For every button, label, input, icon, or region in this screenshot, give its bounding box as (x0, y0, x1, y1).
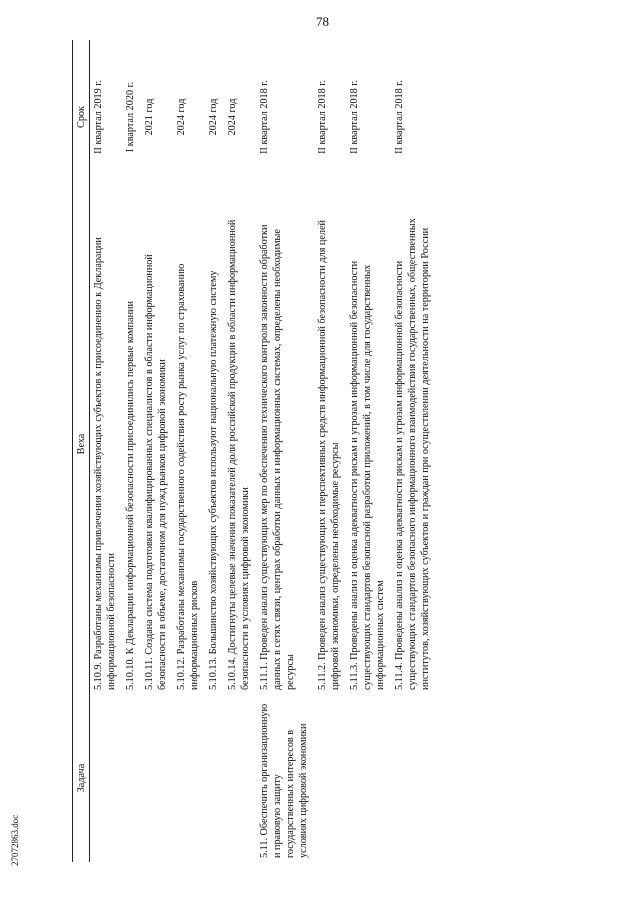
table-row (346, 40, 391, 862)
table-header-row (73, 40, 90, 862)
milestone-cell: 5.11.2. Проведен анализ существующих и перспективных средств информационной безопасности для целей цифровой экономики, определены необходимые ресурсы (317, 220, 341, 690)
table-row (205, 40, 224, 862)
task-cell (122, 694, 141, 862)
milestone-cell: 5.11.4. Проведены анализ и оценка адекватности рискам и угрозам информационной безопасности существующих стандартов безопасного информационного взаимодействия государственных, общественных институтов, хозяйствующих субъектов и граждан при осуществлении деятельности на территории России (394, 218, 431, 690)
milestone-cell: 5.10.12. Разработаны механизмы государственного содействия росту рынка услуг по страхованию информационных рисков (176, 263, 200, 690)
deadline-cell: II квартал 2018 г. (394, 80, 405, 154)
task-cell (90, 694, 123, 862)
header-deadline: Срок (73, 40, 90, 194)
milestone-cell: 5.10.11. Создана система подготовки квалифицированных специалистов в области информационной безопасности в объеме, достаточном для нужд рынков цифровой экономики (144, 254, 168, 690)
header-milestone: Веха (73, 194, 90, 694)
milestones-table (72, 40, 436, 862)
milestone-cell: 5.10.9. Разработаны механизмы привлечения хозяйствующих субъектов к присоединению к Декларации информационной безопасности (93, 237, 117, 690)
deadline-cell: II квартал 2018 г. (317, 80, 328, 154)
table-row (90, 40, 123, 862)
rotated-table-sheet (72, 40, 530, 862)
document-footer: 27072863.doc (10, 814, 20, 866)
task-cell (391, 694, 436, 862)
task-cell (205, 694, 224, 862)
task-cell: 5.11. Обеспечить организационную и правовую защиту государственных интересов в условиях цифровой экономики (259, 703, 309, 858)
task-cell (173, 694, 205, 862)
table-row (122, 40, 141, 862)
table-row (256, 40, 314, 862)
table-row (224, 40, 256, 862)
task-cell (314, 694, 346, 862)
task-cell (141, 694, 173, 862)
deadline-cell: 2024 год (227, 98, 238, 136)
milestone-cell: 5.10.13. Большинство хозяйствующих субъектов используют национальную платежную систему (208, 270, 219, 690)
task-cell (224, 694, 256, 862)
deadline-cell: I квартал 2020 г. (125, 81, 136, 153)
deadline-cell: II квартал 2018 г. (259, 80, 270, 154)
table-row (314, 40, 346, 862)
deadline-cell: 2024 год (208, 98, 219, 136)
deadline-cell: II квартал 2019 г. (93, 80, 104, 154)
table-row (391, 40, 436, 862)
header-task: Задача (73, 694, 90, 862)
milestone-cell: 5.10.14. Достигнуты целевые значения показателей доли российской продукции в области информационной безопасности в условиях цифровой экономики (227, 219, 251, 690)
milestone-cell: 5.10.10. К Декларации информационной безопасности присоединились первые компании (125, 301, 136, 690)
page-number: 78 (316, 14, 329, 29)
deadline-cell: 2021 год (144, 98, 155, 136)
milestone-cell: 5.11.1. Проведен анализ существующих мер по обеспечению технического контроля законности обработки данных в сетях связи, центрах обработки данных и информационных системах, определены необходимые ресурсы (259, 224, 296, 690)
task-cell (346, 694, 391, 862)
table-row (173, 40, 205, 862)
milestone-cell: 5.11.3. Проведены анализ и оценка адекватности рискам и угрозам информационной безопасности существующих стандартов безопасной разработки приложений, в том числе для государственных информационных систем (349, 260, 386, 690)
table-row (141, 40, 173, 862)
deadline-cell: 2024 год (176, 98, 187, 136)
deadline-cell: II квартал 2018 г. (349, 80, 360, 154)
